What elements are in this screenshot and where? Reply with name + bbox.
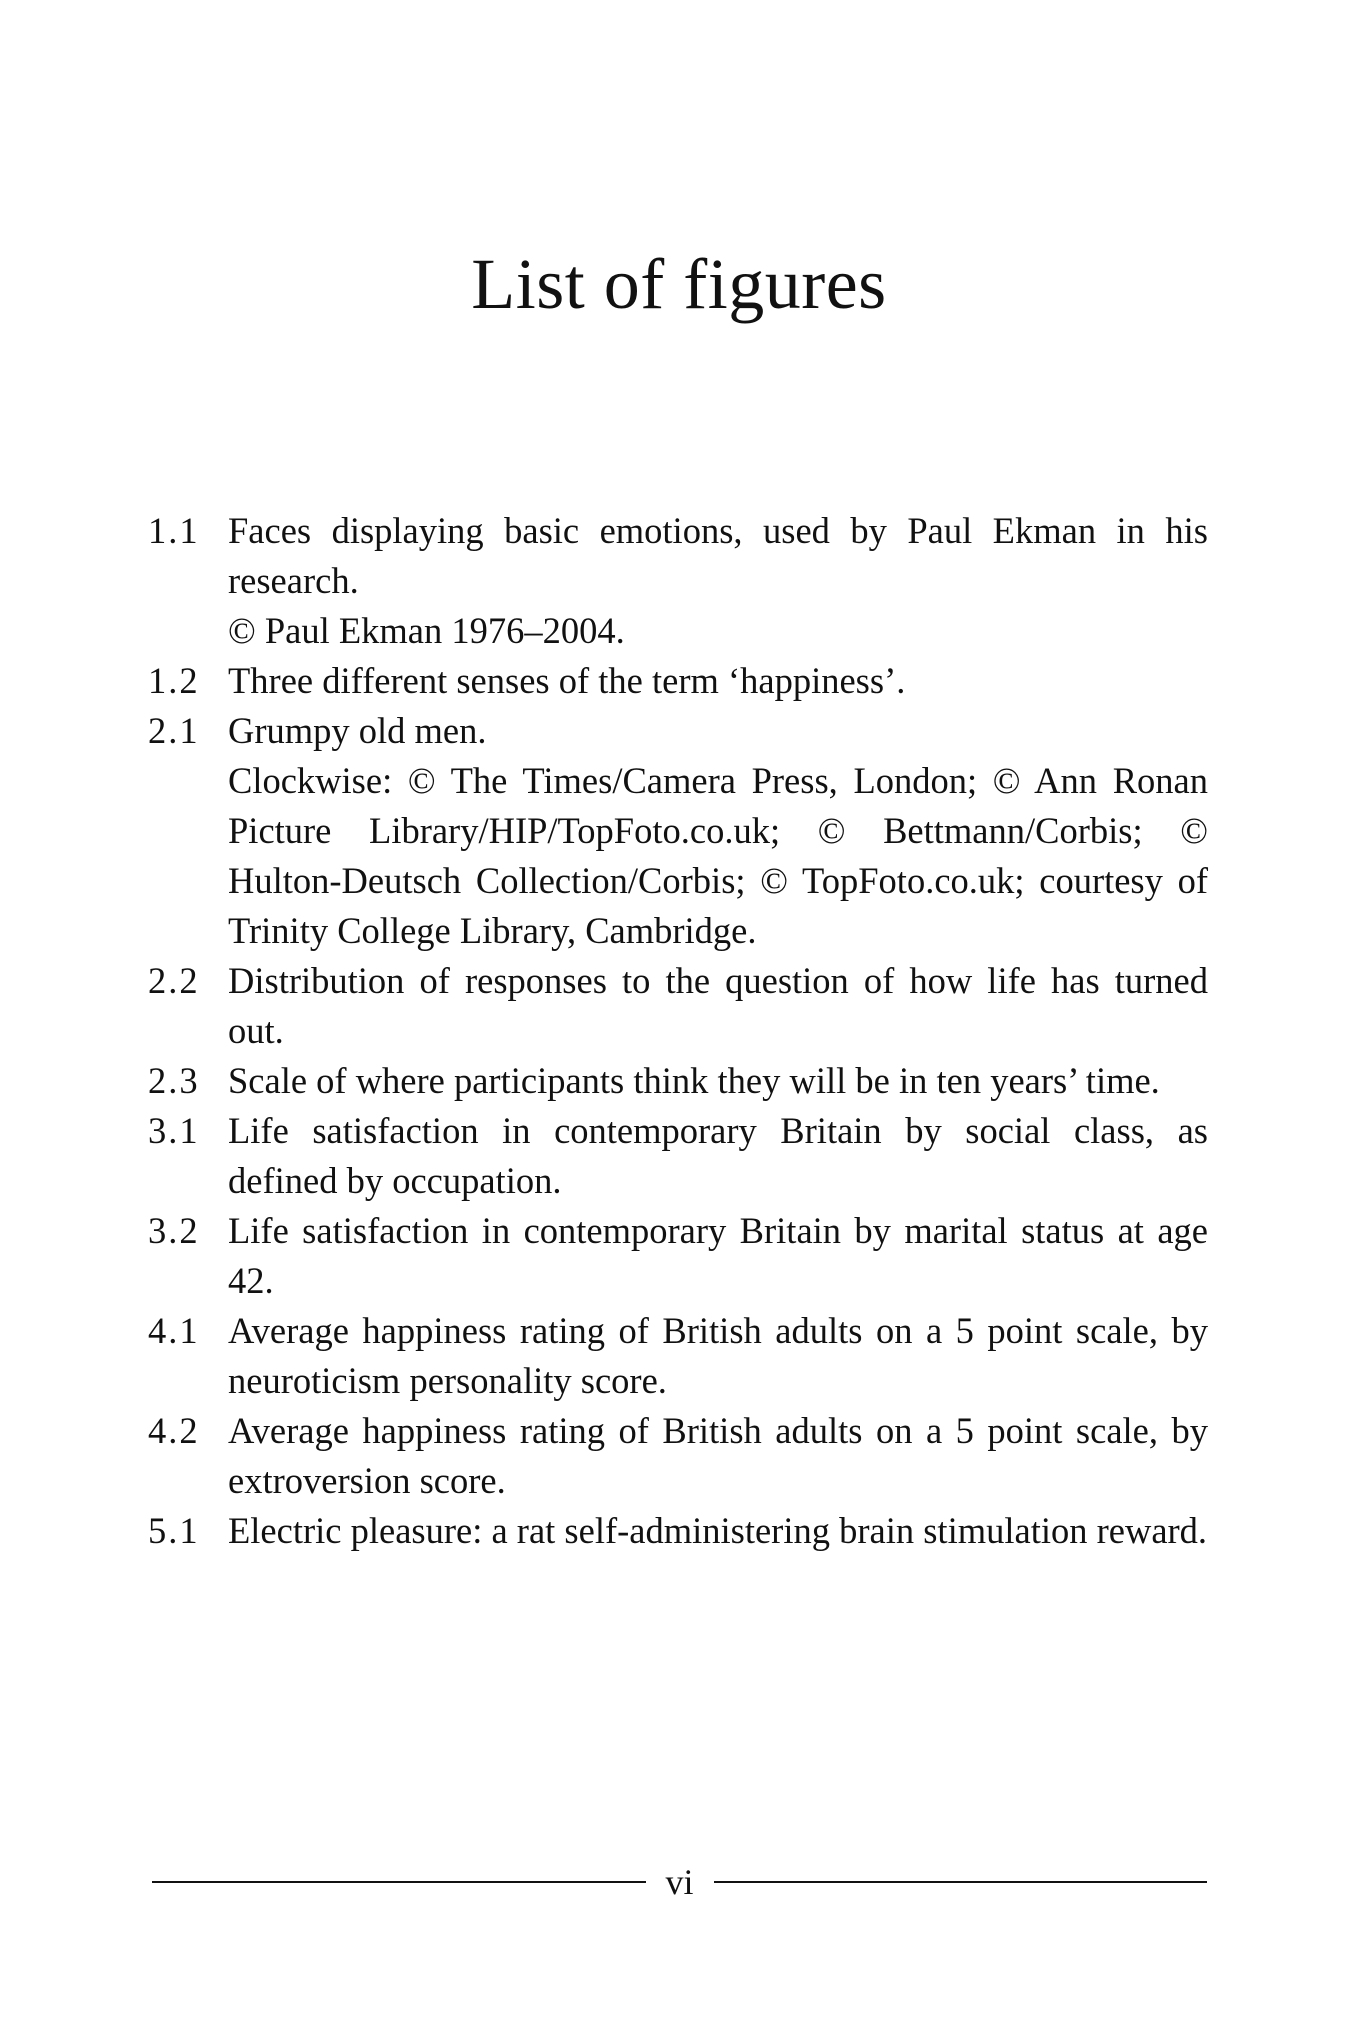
figure-credit: Clockwise: © The Times/Camera Press, London; © Ann Ronan Picture Library/HIP/TopFoto.co.uk; © Bettmann/Corbis; © Hulton-Deutsch Collection/Corbis; © TopFoto.co.uk; courtesy of Trinity College Library, Cambridge. (228, 760, 1208, 951)
figure-number: 4.2 (148, 1410, 200, 1451)
figure-entry (148, 1406, 1208, 1506)
figure-body (228, 1206, 1208, 1306)
figure-caption: Life satisfaction in contemporary Britain by marital status at age 42. (228, 1210, 1208, 1301)
figure-caption: Electric pleasure: a rat self-administering brain stimulation reward. (228, 1510, 1208, 1551)
figure-number: 2.3 (148, 1060, 200, 1101)
figure-body (228, 1406, 1208, 1506)
page-number: vi (665, 1862, 694, 1902)
figure-entry (148, 1506, 1208, 1556)
figure-body (228, 1306, 1208, 1406)
figure-body (228, 1506, 1208, 1556)
page-footer (152, 1862, 1207, 1902)
figure-number: 2.1 (148, 710, 200, 751)
figure-body (228, 506, 1208, 656)
figure-entry (148, 1056, 1208, 1106)
figure-number: 3.1 (148, 1110, 200, 1151)
figure-caption: Three different senses of the term ‘happiness’. (228, 660, 906, 701)
figure-number: 5.1 (148, 1510, 200, 1551)
figure-body (228, 656, 1208, 706)
figure-entry (148, 506, 1208, 656)
figure-caption: Average happiness rating of British adults on a 5 point scale, by extroversion score. (228, 1410, 1208, 1501)
figure-caption: Distribution of responses to the question of how life has turned out. (228, 960, 1208, 1051)
figure-list (148, 506, 1208, 1556)
figure-entry (148, 706, 1208, 956)
page-title: List of figures (471, 244, 887, 324)
figure-entry (148, 656, 1208, 706)
figure-caption: Grumpy old men. (228, 710, 487, 751)
figure-entry (148, 1206, 1208, 1306)
figure-number: 1.2 (148, 660, 200, 701)
figure-number: 4.1 (148, 1310, 200, 1351)
figure-number: 1.1 (148, 510, 200, 551)
figure-body (228, 1106, 1208, 1206)
figure-number: 2.2 (148, 960, 200, 1001)
figure-caption: Faces displaying basic emotions, used by Paul Ekman in his research. (228, 510, 1208, 601)
figure-caption: Life satisfaction in contemporary Britain by social class, as defined by occupation. (228, 1110, 1208, 1201)
figure-caption: Scale of where participants think they will be in ten years’ time. (228, 1060, 1160, 1101)
figure-body (228, 706, 1208, 956)
footer-rule-left (152, 1881, 646, 1883)
figure-entry (148, 956, 1208, 1056)
figure-caption: Average happiness rating of British adults on a 5 point scale, by neuroticism personality score. (228, 1310, 1208, 1401)
figure-body (228, 956, 1208, 1056)
figure-body (228, 1056, 1208, 1106)
figure-entry (148, 1306, 1208, 1406)
figure-credit: © Paul Ekman 1976–2004. (228, 610, 625, 651)
figure-entry (148, 1106, 1208, 1206)
footer-rule-right (714, 1881, 1208, 1883)
figure-number: 3.2 (148, 1210, 200, 1251)
